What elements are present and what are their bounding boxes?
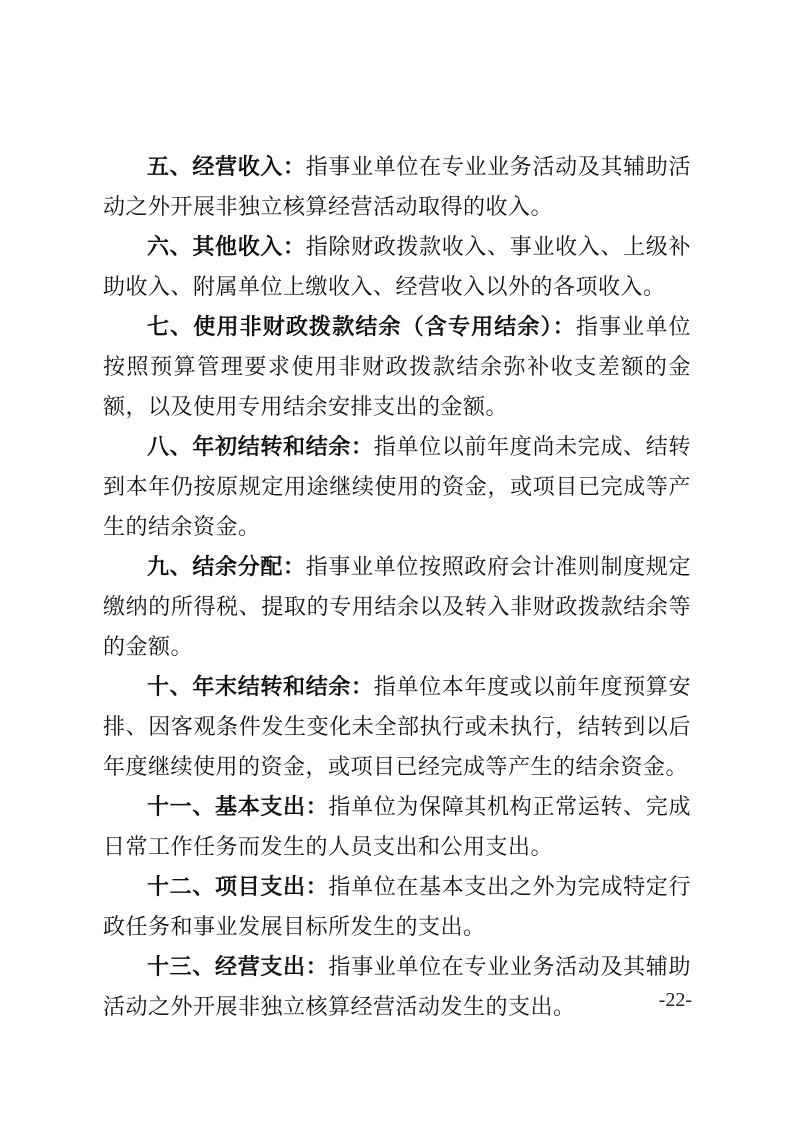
term-definition: 指单位以前年度尚未完成、结转到本年仍按原规定用途继续使用的资金，或项目已完成等产生的结余资金。 bbox=[103, 434, 691, 539]
definition-paragraph-basic-expenditure bbox=[103, 787, 691, 867]
term-heading: 十一、基本支出： bbox=[147, 794, 329, 819]
definition-paragraph-operating-income bbox=[103, 147, 691, 227]
term-definition: 指事业单位按照预算管理要求使用非财政拨款结余弥补收支差额的金额，以及使用专用结余安排支出的金额。 bbox=[103, 314, 691, 419]
term-definition: 指单位在基本支出之外为完成特定行政任务和事业发展目标所发生的支出。 bbox=[103, 874, 691, 939]
definition-paragraph-beginning-carryover bbox=[103, 427, 691, 547]
definition-paragraph-surplus-distribution bbox=[103, 547, 691, 667]
term-heading: 七、使用非财政拨款结余（含专用结余）： bbox=[147, 314, 576, 339]
definition-paragraph-project-expenditure bbox=[103, 867, 691, 947]
term-heading: 十、年末结转和结余： bbox=[147, 674, 374, 699]
term-heading: 八、年初结转和结余： bbox=[147, 434, 374, 459]
definition-paragraph-nonfiscal-surplus-use bbox=[103, 307, 691, 427]
definition-paragraph-yearend-carryover bbox=[103, 667, 691, 787]
term-heading: 十三、经营支出： bbox=[147, 954, 329, 979]
term-definition: 指除财政拨款收入、事业收入、上级补助收入、附属单位上缴收入、经营收入以外的各项收入。 bbox=[103, 234, 691, 299]
term-definition: 指事业单位在专业业务活动及其辅助活动之外开展非独立核算经营活动取得的收入。 bbox=[103, 154, 691, 219]
term-heading: 五、经营收入： bbox=[147, 154, 306, 179]
term-definition: 指事业单位按照政府会计准则制度规定缴纳的所得税、提取的专用结余以及转入非财政拨款结余等的金额。 bbox=[103, 554, 691, 659]
term-definition: 指单位本年度或以前年度预算安排、因客观条件发生变化未全部执行或未执行，结转到以后年度继续使用的资金，或项目已经完成等产生的结余资金。 bbox=[103, 674, 691, 779]
term-heading: 九、结余分配： bbox=[147, 554, 306, 579]
definition-paragraph-other-income bbox=[103, 227, 691, 307]
term-heading: 十二、项目支出： bbox=[147, 874, 329, 899]
term-definition: 指单位为保障其机构正常运转、完成日常工作任务而发生的人员支出和公用支出。 bbox=[103, 794, 691, 859]
document-body bbox=[103, 147, 691, 1027]
term-heading: 六、其他收入： bbox=[147, 234, 306, 259]
page-number: -22- bbox=[658, 989, 692, 1011]
term-definition: 指事业单位在专业业务活动及其辅助活动之外开展非独立核算经营活动发生的支出。 bbox=[103, 954, 691, 1019]
definition-paragraph-operating-expenditure bbox=[103, 947, 691, 1027]
